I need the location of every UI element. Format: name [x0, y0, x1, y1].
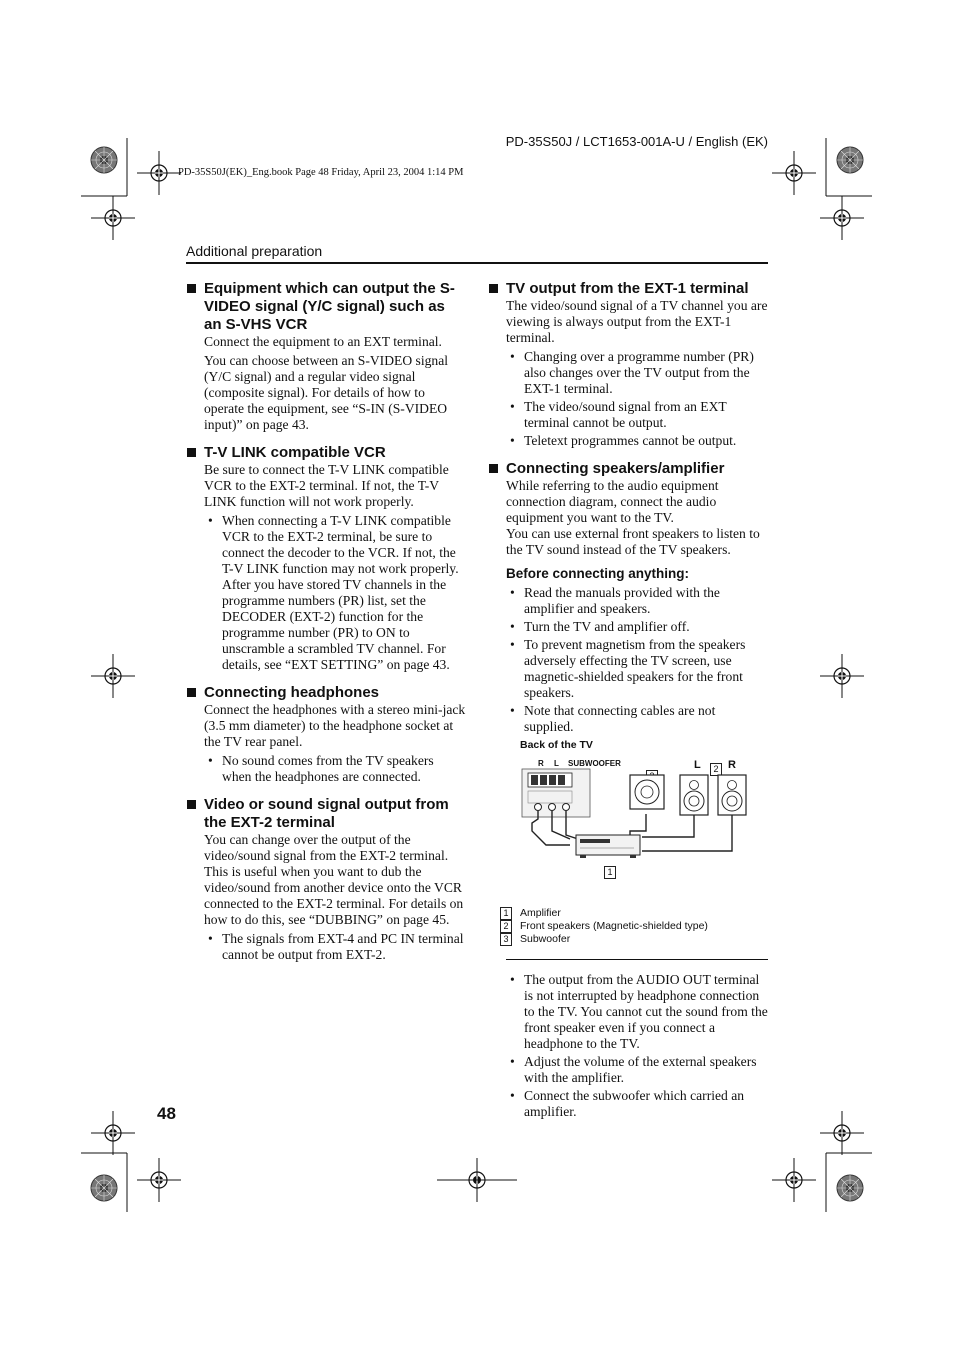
notes-divider — [506, 959, 768, 960]
section-svideo — [186, 280, 466, 433]
list-item: • The signals from EXT-4 and PC IN terminal cannot be output from EXT-2. — [222, 931, 466, 963]
connection-drawing — [500, 739, 762, 879]
document-reference: PD-35S50J / LCT1653-001A-U / English (EK) — [505, 134, 768, 149]
paragraph: The video/sound signal of a TV channel you are viewing is always output from the EXT-1 terminal. — [506, 298, 768, 345]
ext1-bullets — [506, 349, 768, 449]
legend-num: 3 — [500, 933, 512, 946]
paragraph: While referring to the audio equipment connection diagram, connect the audio equipment you want to the TV. — [506, 478, 719, 525]
front-speaker-right-drawing — [718, 775, 746, 815]
ext2-title: Video or sound signal output from the EXT-2 terminal — [204, 796, 449, 831]
header-rule — [186, 262, 768, 264]
square-bullet-icon — [187, 800, 196, 809]
legend-num: 2 — [500, 920, 512, 933]
right-column — [488, 280, 768, 1131]
section-headphones — [186, 684, 466, 785]
list-item: • When connecting a T-V LINK compatible VCR to the EXT-2 terminal, be sure to connect the decoder to the VCR. If not, the T-V LINK function may not work properly. After you have stored TV channels in the programme numbers (PR) list, set the DECODER (EXT-2) function for the programme number (PR) to ON to unscramble a scrambled TV channel. For details, see “EXT SETTING” on page 43. — [222, 513, 466, 673]
paragraph: Be sure to connect the T-V LINK compatible VCR to the EXT-2 terminal. If not, the T-V LINK function will not work properly. — [204, 462, 449, 509]
paragraph: You can use external front speakers to listen to the TV sound instead of the TV speakers. — [506, 526, 760, 557]
legend-num: 1 — [500, 907, 512, 920]
num-2: 2 — [710, 763, 722, 776]
speakers-title: Connecting speakers/amplifier — [506, 460, 725, 477]
ext2-bullets — [204, 931, 466, 963]
square-bullet-icon — [489, 464, 498, 473]
speakers-heading — [488, 460, 768, 478]
list-item: • Read the manuals provided with the amplifier and speakers. — [524, 585, 768, 617]
book-file-info: PD-35S50J(EK)_Eng.book Page 48 Friday, April 23, 2004 1:14 PM — [178, 167, 464, 178]
section-ext1 — [488, 280, 768, 449]
ext1-heading — [488, 280, 768, 298]
legend-text: Subwoofer — [520, 933, 571, 945]
jack-label-l: L — [554, 759, 559, 768]
list-item: • Turn the TV and amplifier off. — [524, 619, 768, 635]
list-item: • Changing over a programme number (PR) also changes over the TV output from the EXT-1 terminal. — [524, 349, 768, 397]
paragraph: You can choose between an S-VIDEO signal (Y/C signal) and a regular video signal (composite signal). For details of how to operate the equipment, see “S-IN (S-VIDEO input)” on page 43. — [204, 353, 449, 432]
list-item: • Adjust the volume of the external speakers with the amplifier. — [524, 1054, 768, 1086]
tvlink-title: T-V LINK compatible VCR — [204, 444, 386, 461]
tvlink-body — [186, 462, 466, 673]
num-1: 1 — [604, 866, 616, 879]
speaker-label-l: L — [694, 759, 701, 771]
jack-label-subwoofer: SUBWOOFER — [568, 759, 621, 768]
svideo-title: Equipment which can output the S-VIDEO signal (Y/C signal) such as an S-VHS VCR — [204, 280, 455, 333]
diagram-caption: Back of the TV — [520, 739, 593, 751]
notes-bullets — [506, 972, 768, 1120]
list-item: • The output from the AUDIO OUT terminal is not interrupted by headphone connection to the TV. You cannot cut the sound from the front speaker even if you connect a headphone to the TV. — [524, 972, 768, 1052]
ext1-body — [488, 298, 768, 449]
legend-row — [500, 920, 768, 933]
before-connecting-subhead: Before connecting anything: — [506, 566, 690, 581]
diagram-legend — [500, 907, 768, 946]
list-item: • Teletext programmes cannot be output. — [524, 433, 768, 449]
legend-text: Front speakers (Magnetic-shielded type) — [520, 920, 708, 932]
list-item: • Connect the subwoofer which carried an amplifier. — [524, 1088, 768, 1120]
section-ext2 — [186, 796, 466, 963]
legend-text: Amplifier — [520, 907, 561, 919]
headphones-title: Connecting headphones — [204, 684, 380, 701]
section-tvlink — [186, 444, 466, 673]
section-speakers — [488, 460, 768, 1120]
legend-row — [500, 933, 768, 946]
square-bullet-icon — [489, 284, 498, 293]
subwoofer-drawing — [630, 775, 664, 809]
legend-row — [500, 907, 768, 920]
ext2-heading — [186, 796, 466, 832]
tvlink-heading — [186, 444, 466, 462]
speakers-body — [488, 478, 768, 735]
list-item: • Note that connecting cables are not supplied. — [524, 703, 768, 735]
section-label: Additional preparation — [186, 243, 323, 259]
paragraph: You can change over the output of the video/sound signal from the EXT-2 terminal. This is useful when you want to dub the video/sound from another device onto the VCR connected to the EXT-2 terminal. For details on how to do this, see “DUBBING” on page 45. — [204, 832, 464, 927]
list-item: • To prevent magnetism from the speakers adversely effecting the TV screen, use magnetic-shielded speakers for the front speakers. — [524, 637, 768, 701]
headphones-heading — [186, 684, 466, 702]
notes-body — [488, 972, 768, 1120]
speaker-label-r: R — [728, 759, 736, 771]
square-bullet-icon — [187, 448, 196, 457]
square-bullet-icon — [187, 284, 196, 293]
ext1-title: TV output from the EXT-1 terminal — [506, 280, 749, 297]
front-speaker-left-drawing — [680, 775, 708, 815]
audio-connection-diagram — [500, 739, 762, 907]
square-bullet-icon — [187, 688, 196, 697]
tv-back-panel — [522, 769, 590, 817]
page-number: 48 — [157, 1104, 176, 1123]
svideo-heading — [186, 280, 466, 334]
headphones-body — [186, 702, 466, 785]
paragraph: Connect the headphones with a stereo mini-jack (3.5 mm diameter) to the headphone socket at the TV rear panel. — [204, 702, 466, 749]
ext2-body — [186, 832, 466, 963]
amplifier-drawing — [576, 835, 640, 858]
svideo-body — [186, 334, 466, 433]
speakers-bullets — [506, 585, 768, 735]
list-item: • The video/sound signal from an EXT terminal cannot be output. — [524, 399, 768, 431]
tvlink-bullets — [204, 513, 466, 673]
headphones-bullets — [204, 753, 466, 785]
list-item: • No sound comes from the TV speakers when the headphones are connected. — [222, 753, 466, 785]
paragraph: Connect the equipment to an EXT terminal. — [204, 334, 442, 349]
left-column — [186, 280, 466, 974]
jack-label-r: R — [538, 759, 544, 768]
